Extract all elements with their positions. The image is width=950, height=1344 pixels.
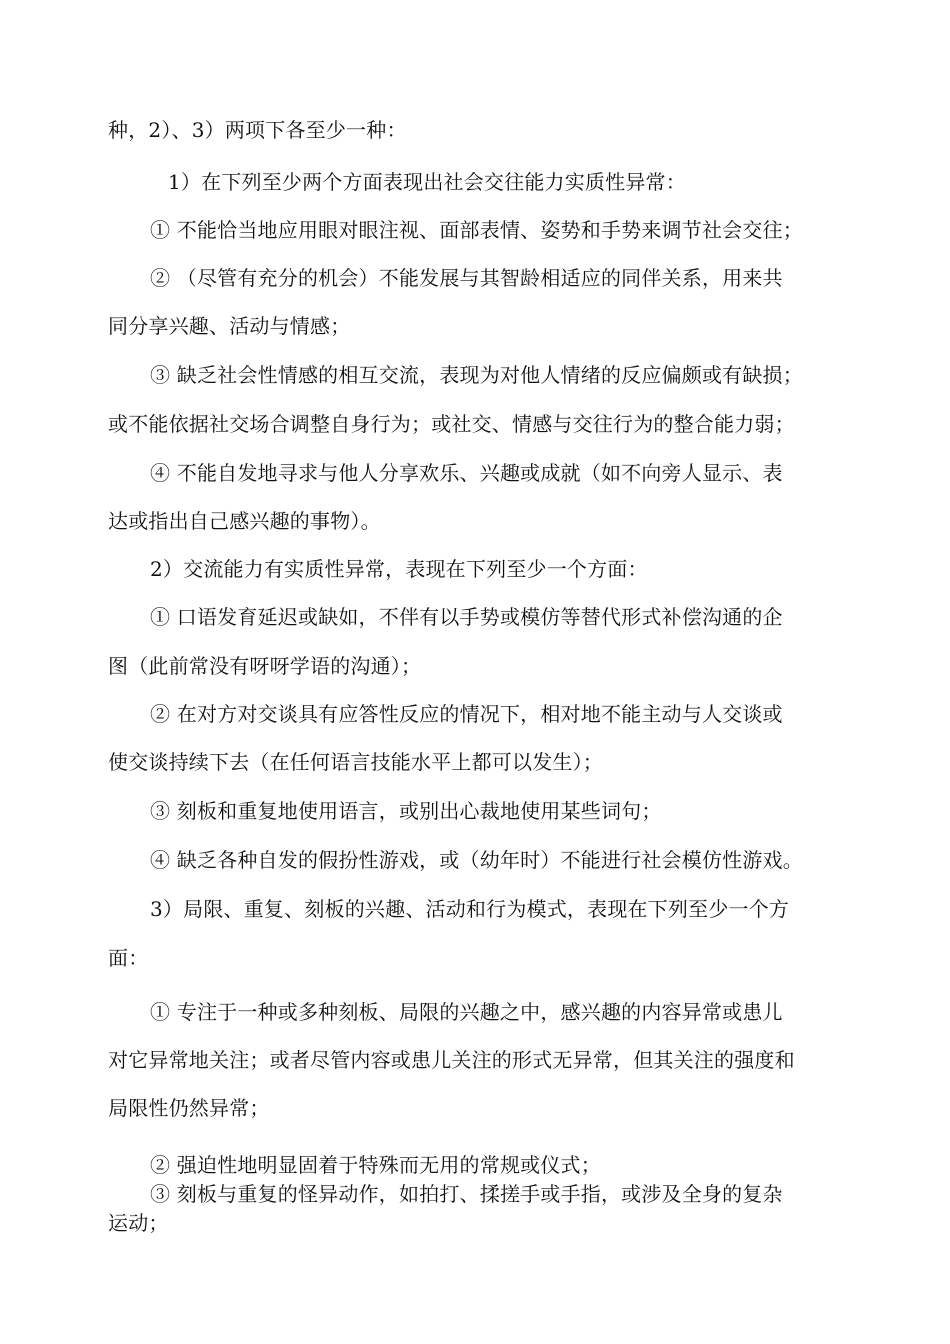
text-line: ④ 缺乏各种自发的假扮性游戏，或（幼年时）不能进行社会模仿性游戏。 [150, 848, 803, 872]
text-line: ① 口语发育延迟或缺如，不伴有以手势或模仿等替代形式补偿沟通的企 [150, 605, 783, 629]
text-line: 运动； [108, 1211, 169, 1235]
text-line: 局限性仍然异常； [108, 1096, 270, 1120]
text-line: ① 专注于一种或多种刻板、局限的兴趣之中，感兴趣的内容异常或患儿 [150, 1000, 783, 1024]
text-line: ② 强迫性地明显固着于特殊而无用的常规或仪式； [150, 1153, 601, 1177]
text-line: 使交谈持续下去（在任何语言技能水平上都可以发生）； [108, 750, 603, 774]
text-line: 种，2）、3）两项下各至少一种： [108, 118, 407, 142]
text-line: ① 不能恰当地应用眼对眼注视、面部表情、姿势和手势来调节社会交往； [150, 218, 803, 242]
text-line: 对它异常地关注；或者尽管内容或患儿关注的形式无异常，但其关注的强度和 [108, 1048, 795, 1072]
text-line: 同分享兴趣、活动与情感； [108, 314, 351, 338]
text-line: 3）局限、重复、刻板的兴趣、活动和行为模式，表现在下列至少一个方 [150, 897, 790, 921]
text-line: 2）交流能力有实质性异常，表现在下列至少一个方面： [150, 557, 648, 581]
text-line: ② （尽管有充分的机会）不能发展与其智龄相适应的同伴关系，用来共 [150, 266, 783, 290]
text-line: 图（此前常没有呀呀学语的沟通）； [108, 654, 422, 678]
text-line: ③ 缺乏社会性情感的相互交流，表现为对他人情绪的反应偏颇或有缺损； [150, 363, 803, 387]
text-line: ④ 不能自发地寻求与他人分享欢乐、兴趣或成就（如不向旁人显示、表 [150, 461, 783, 485]
text-line: ② 在对方对交谈具有应答性反应的情况下，相对地不能主动与人交谈或 [150, 702, 783, 726]
text-line: ③ 刻板和重复地使用语言，或别出心裁地使用某些词句； [150, 799, 662, 823]
text-line: ③ 刻板与重复的怪异动作，如拍打、揉搓手或手指，或涉及全身的复杂 [150, 1182, 783, 1206]
text-line: 面： [108, 946, 149, 970]
text-line: 或不能依据社交场合调整自身行为；或社交、情感与交往行为的整合能力弱； [108, 412, 795, 436]
text-line: 达或指出自己感兴趣的事物）。 [108, 509, 381, 533]
text-line: 1）在下列至少两个方面表现出社会交往能力实质性异常： [168, 170, 686, 194]
